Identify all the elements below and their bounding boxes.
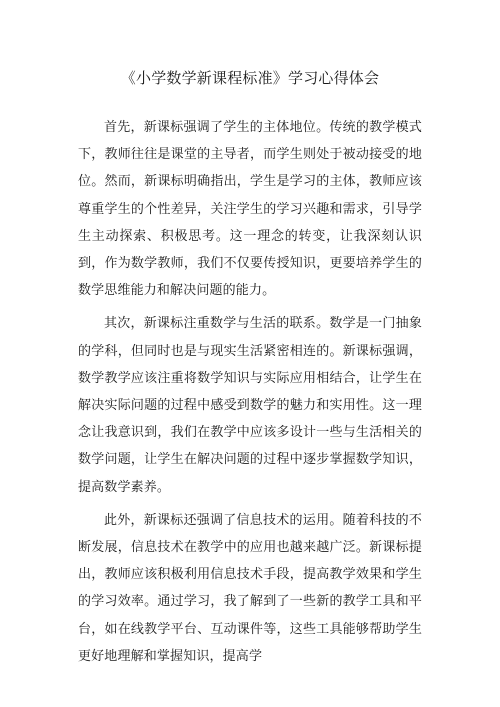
- document-title: 《小学数学新课程标准》学习心得体会: [120, 69, 380, 87]
- paragraph-3: 此外，新课标还强调了信息技术的运用。随着科技的不断发展，信息技术在教学中的应用也越来越广泛。新课标提出，教师应该积极利用信息技术手段，提高教学效果和学生的学习效率。通过学习，我了解到了一些新的教学工具和平台，如在线教学平台、互动课件等，这些工具能够帮助学生更好地理解和掌握知识，提高学: [78, 512, 422, 664]
- paragraph-1: 首先，新课标强调了学生的主体地位。传统的教学模式下，教师往往是课堂的主导者，而学生则处于被动接受的地位。然而，新课标明确指出，学生是学习的主体，教师应该尊重学生的个性差异，关注学生的学习兴趣和需求，引导学生主动探索、积极思考。这一理念的转变，让我深刻认识到，作为数学教师，我们不仅要传授知识，更要培养学生的数学思维能力和解决问题的能力。: [78, 120, 422, 299]
- paragraph-2: 其次，新课标注重数学与生活的联系。数学是一门抽象的学科，但同时也是与现实生活紧密相连的。新课标强调，数学教学应该注重将数学知识与实际应用相结合，让学生在解决实际问题的过程中感受到数学的魅力和实用性。这一理念让我意识到，我们在教学中应该多设计一些与生活相关的数学问题，让学生在解决问题的过程中逐步掌握数学知识，提高数学素养。: [78, 316, 422, 495]
